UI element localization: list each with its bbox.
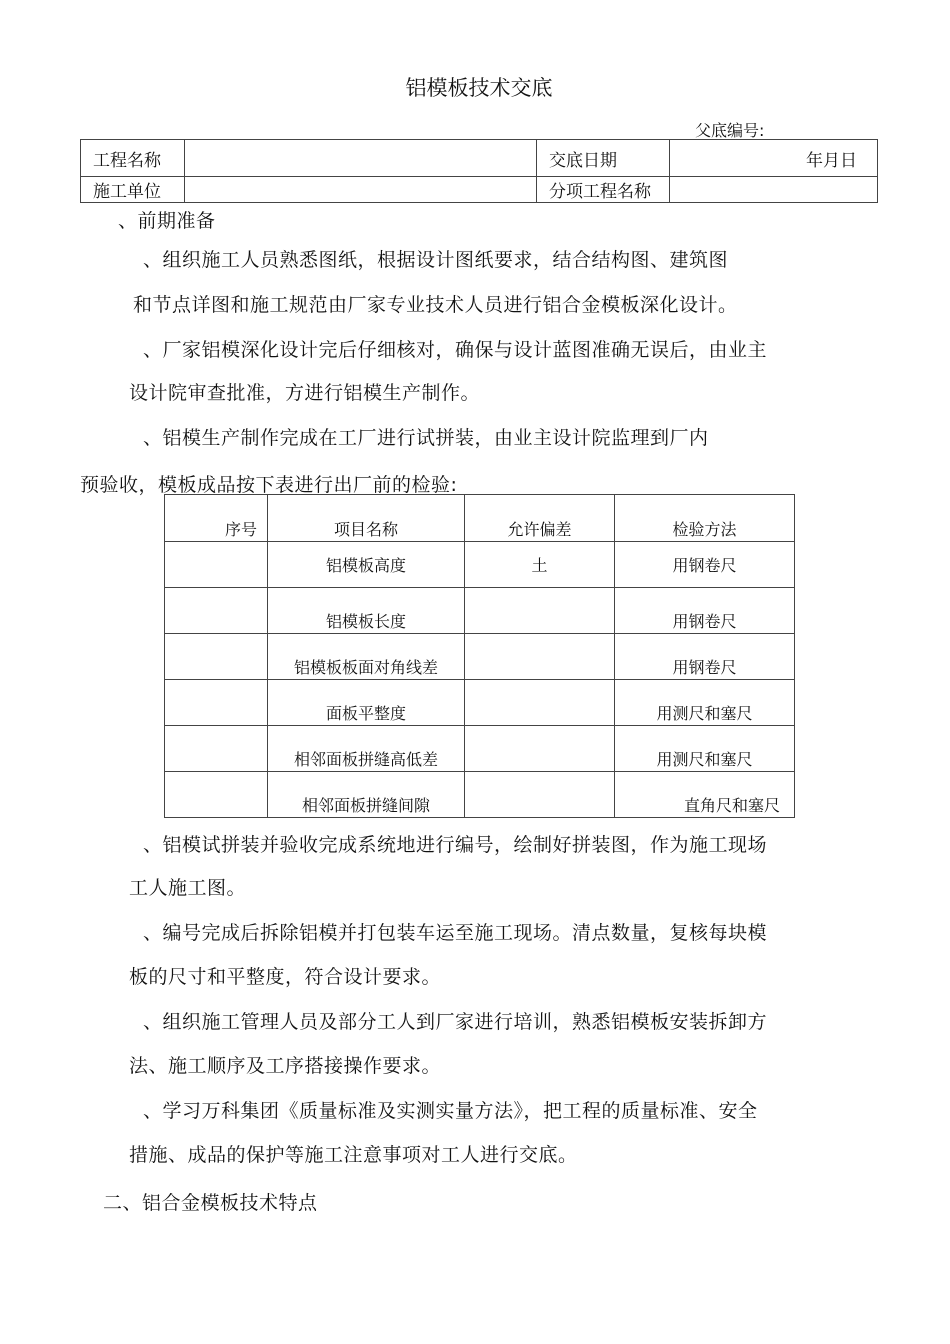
paragraph-4-line-1: 、铝模试拼装并验收完成系统地进行编号，绘制好拼装图，作为施工现场 <box>143 834 768 856</box>
inspection-table-header <box>165 495 795 542</box>
row-item: 铝模板板面对角线差 <box>268 634 465 680</box>
row-no <box>165 542 268 588</box>
row-method: 用钢卷尺 <box>615 588 795 634</box>
paragraph-3-line-1: 、铝模生产制作完成在工厂进行试拼装，由业主设计院监理到厂内 <box>143 427 709 449</box>
header-no: 序号 <box>165 495 268 542</box>
header-item: 项目名称 <box>268 495 465 542</box>
row-no <box>165 680 268 726</box>
header-info-table <box>80 139 878 203</box>
date-value: 年月日 <box>670 140 878 177</box>
row-item: 相邻面板拼缝高低差 <box>268 726 465 772</box>
table-row <box>165 588 795 634</box>
contractor-label: 施工单位 <box>81 177 185 203</box>
paragraph-7-line-2: 措施、成品的保护等施工注意事项对工人进行交底。 <box>129 1144 578 1166</box>
subitem-value <box>670 177 878 203</box>
paragraph-5-line-1: 、编号完成后拆除铝模并打包装车运至施工现场。清点数量，复核每块模 <box>143 922 768 944</box>
paragraph-1-line-2: 和节点详图和施工规范由厂家专业技术人员进行铝合金模板深化设计。 <box>133 294 738 316</box>
subitem-label: 分项工程名称 <box>537 177 670 203</box>
row-method: 直角尺和塞尺 <box>615 772 795 818</box>
row-tolerance <box>465 634 615 680</box>
doc-number-label: 父底编号: <box>695 121 765 140</box>
row-method: 用测尺和塞尺 <box>615 680 795 726</box>
row-tolerance <box>465 588 615 634</box>
row-tolerance <box>465 680 615 726</box>
row-no <box>165 772 268 818</box>
section2-heading: 二、铝合金模板技术特点 <box>103 1192 318 1214</box>
paragraph-6-line-1: 、组织施工管理人员及部分工人到厂家进行培训，熟悉铝模板安装拆卸方 <box>143 1011 768 1033</box>
table-row <box>165 680 795 726</box>
table-row <box>165 542 795 588</box>
row-method: 用测尺和塞尺 <box>615 726 795 772</box>
row-item: 铝模板高度 <box>268 542 465 588</box>
inspection-table <box>164 494 795 818</box>
paragraph-1-line-1: 、组织施工人员熟悉图纸，根据设计图纸要求，结合结构图、建筑图 <box>143 249 729 271</box>
header-method: 检验方法 <box>615 495 795 542</box>
paragraph-3-line-2: 预验收，模板成品按下表进行出厂前的检验: <box>80 474 458 496</box>
paragraph-6-line-2: 法、施工顺序及工序搭接操作要求。 <box>129 1055 442 1077</box>
table-row <box>165 634 795 680</box>
project-name-value <box>185 140 537 177</box>
row-tolerance <box>465 772 615 818</box>
row-no <box>165 726 268 772</box>
row-no <box>165 634 268 680</box>
header-tolerance: 允许偏差 <box>465 495 615 542</box>
row-tolerance <box>465 726 615 772</box>
row-method: 用钢卷尺 <box>615 634 795 680</box>
project-name-label: 工程名称 <box>81 140 185 177</box>
table-row <box>165 726 795 772</box>
row-item: 铝模板长度 <box>268 588 465 634</box>
row-no <box>165 588 268 634</box>
paragraph-4-line-2: 工人施工图。 <box>129 877 247 899</box>
paragraph-2-line-2: 设计院审查批准，方进行铝模生产制作。 <box>129 382 481 404</box>
paragraph-5-line-2: 板的尺寸和平整度，符合设计要求。 <box>129 966 442 988</box>
row-item: 面板平整度 <box>268 680 465 726</box>
row-item: 相邻面板拼缝间隙 <box>268 772 465 818</box>
paragraph-2-line-1: 、厂家铝模深化设计完后仔细核对，确保与设计蓝图准确无误后，由业主 <box>143 339 768 361</box>
row-method: 用钢卷尺 <box>615 542 795 588</box>
section1-heading: 、前期准备 <box>118 210 216 232</box>
document-title: 铝模板技术交底 <box>405 76 553 100</box>
paragraph-7-line-1: 、学习万科集团《质量标准及实测实量方法》，把工程的质量标准、安全 <box>143 1100 758 1122</box>
date-label: 交底日期 <box>537 140 670 177</box>
contractor-value <box>185 177 537 203</box>
table-row <box>165 772 795 818</box>
row-tolerance: 土 <box>465 542 615 588</box>
